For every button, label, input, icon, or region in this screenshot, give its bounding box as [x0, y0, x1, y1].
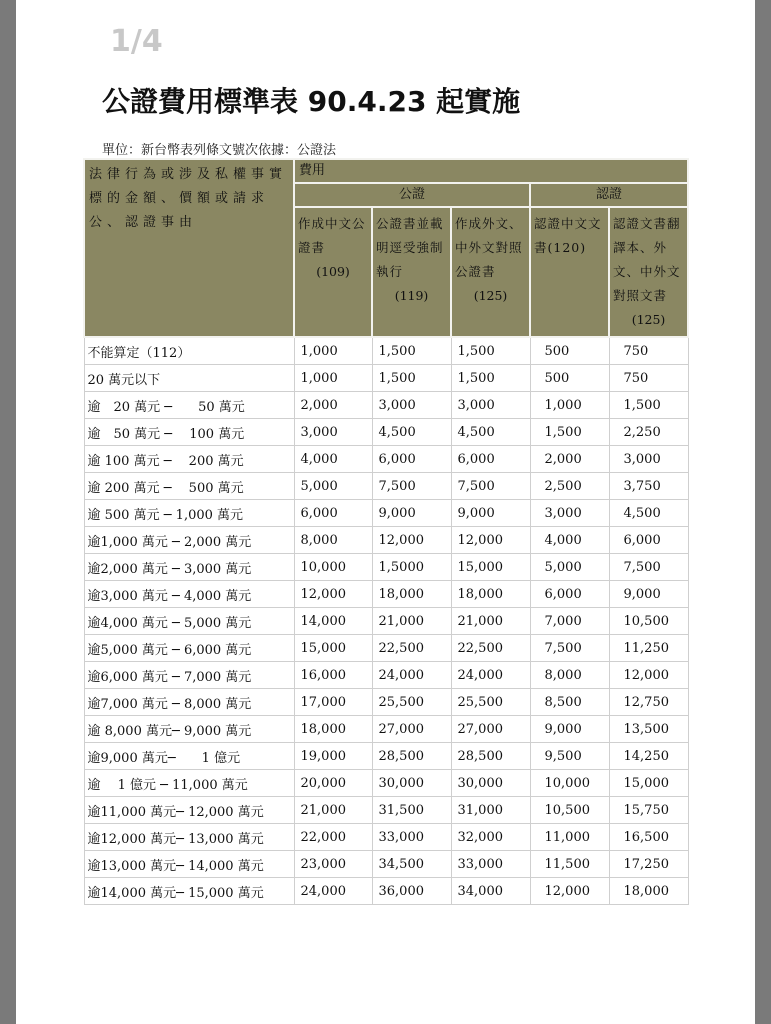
fee-cell: 30,000 [372, 770, 451, 797]
fee-cell: 25,500 [451, 689, 530, 716]
table-row [84, 419, 688, 446]
fee-cell: 10,000 [530, 770, 609, 797]
fee-cell: 8,000 [530, 662, 609, 689]
fee-cell: 4,500 [372, 419, 451, 446]
fee-cell: 4,500 [451, 419, 530, 446]
fee-cell: 1,000 [294, 337, 372, 365]
table-row [84, 608, 688, 635]
fee-cell: 6,000 [372, 446, 451, 473]
header-fee-column-text: 作成中文公證書 [298, 216, 366, 255]
row-item-label: 逾5,000 萬元 ─ 6,000 萬元 [84, 635, 294, 662]
table-row [84, 716, 688, 743]
fee-cell: 12,000 [294, 581, 372, 608]
fee-cell: 30,000 [451, 770, 530, 797]
fee-cell: 16,500 [609, 824, 688, 851]
row-item-label: 逾13,000 萬元─ 14,000 萬元 [84, 851, 294, 878]
fee-cell: 24,000 [451, 662, 530, 689]
fee-cell: 500 [530, 337, 609, 365]
fee-cell: 28,500 [372, 743, 451, 770]
fee-cell: 36,000 [372, 878, 451, 905]
fee-cell: 750 [609, 365, 688, 392]
fee-cell: 18,000 [294, 716, 372, 743]
fee-cell: 3,000 [609, 446, 688, 473]
header-subject: 法律行為或涉及私權事實標的金額、價額或請求公、認證事由 [84, 159, 294, 337]
fee-cell: 6,000 [609, 527, 688, 554]
fee-cell: 9,000 [451, 500, 530, 527]
fee-cell: 1,500 [530, 419, 609, 446]
fee-cell: 9,000 [372, 500, 451, 527]
fee-cell: 2,000 [294, 392, 372, 419]
header-fee-column-text: 作成外文、中外文對照公證書 [455, 216, 523, 279]
header-fee: 費用 [294, 159, 688, 183]
fee-cell: 34,000 [451, 878, 530, 905]
table-row [84, 527, 688, 554]
table-row [84, 581, 688, 608]
fee-cell: 7,500 [530, 635, 609, 662]
fee-cell: 7,000 [530, 608, 609, 635]
fee-cell: 21,000 [294, 797, 372, 824]
header-group-notary: 公證 [294, 183, 530, 207]
fee-cell: 11,500 [530, 851, 609, 878]
row-item-label: 逾12,000 萬元─ 13,000 萬元 [84, 824, 294, 851]
fee-cell: 1,500 [609, 392, 688, 419]
fee-cell: 12,000 [609, 662, 688, 689]
fee-cell: 16,000 [294, 662, 372, 689]
fee-table [83, 158, 689, 905]
fee-cell: 10,500 [609, 608, 688, 635]
table-row [84, 878, 688, 905]
fee-cell: 12,000 [530, 878, 609, 905]
page-title: 公證費用標準表 90.4.23 起實施 [102, 85, 521, 118]
fee-cell: 14,250 [609, 743, 688, 770]
fee-cell: 4,500 [609, 500, 688, 527]
fee-cell: 1,500 [451, 365, 530, 392]
fee-cell: 11,000 [530, 824, 609, 851]
fee-cell: 10,500 [530, 797, 609, 824]
header-fee-column-text: 公證書並載明逕受強制執行 [376, 216, 444, 279]
fee-cell: 31,500 [372, 797, 451, 824]
fee-cell: 5,000 [530, 554, 609, 581]
fee-cell: 7,500 [609, 554, 688, 581]
fee-cell: 12,000 [451, 527, 530, 554]
fee-cell: 24,000 [372, 662, 451, 689]
fee-cell: 33,000 [451, 851, 530, 878]
header-fee-column [372, 207, 451, 337]
header-fee-column-text: 認證中文文書(120) [534, 216, 602, 255]
fee-cell: 12,000 [372, 527, 451, 554]
row-item-label: 逾6,000 萬元 ─ 7,000 萬元 [84, 662, 294, 689]
fee-cell: 1,5000 [372, 554, 451, 581]
fee-cell: 8,500 [530, 689, 609, 716]
fee-cell: 15,000 [609, 770, 688, 797]
header-fee-column [609, 207, 688, 337]
table-row [84, 797, 688, 824]
row-item-label: 逾 50 萬元 ─ 100 萬元 [84, 419, 294, 446]
fee-cell: 4,000 [294, 446, 372, 473]
row-item-label: 逾 100 萬元 ─ 200 萬元 [84, 446, 294, 473]
unit-line: 單位：新台幣表列條文號次依據：公證法 [102, 143, 337, 158]
header-fee-column-text: 認證文書翻譯本、外文、中外文對照文書 [613, 216, 681, 303]
fee-cell: 6,000 [530, 581, 609, 608]
fee-cell: 18,000 [372, 581, 451, 608]
fee-cell: 2,000 [530, 446, 609, 473]
fee-cell: 27,000 [372, 716, 451, 743]
fee-cell: 5,000 [294, 473, 372, 500]
fee-cell: 28,500 [451, 743, 530, 770]
fee-cell: 1,500 [451, 337, 530, 365]
fee-cell: 15,000 [451, 554, 530, 581]
fee-cell: 8,000 [294, 527, 372, 554]
fee-cell: 21,000 [451, 608, 530, 635]
fee-cell: 2,250 [609, 419, 688, 446]
table-row [84, 473, 688, 500]
fee-cell: 10,000 [294, 554, 372, 581]
fee-cell: 4,000 [530, 527, 609, 554]
table-row [84, 635, 688, 662]
header-fee-column [451, 207, 530, 337]
fee-cell: 11,250 [609, 635, 688, 662]
row-item-label: 逾9,000 萬元─ 1 億元 [84, 743, 294, 770]
row-item-label: 逾 500 萬元 ─ 1,000 萬元 [84, 500, 294, 527]
fee-cell: 12,750 [609, 689, 688, 716]
fee-cell: 18,000 [609, 878, 688, 905]
fee-cell: 22,500 [451, 635, 530, 662]
table-row [84, 554, 688, 581]
fee-cell: 7,500 [372, 473, 451, 500]
table-row [84, 743, 688, 770]
fee-cell: 31,000 [451, 797, 530, 824]
fee-cell: 1,000 [294, 365, 372, 392]
fee-cell: 14,000 [294, 608, 372, 635]
fee-cell: 15,750 [609, 797, 688, 824]
fee-cell: 18,000 [451, 581, 530, 608]
table-row [84, 824, 688, 851]
fee-cell: 13,500 [609, 716, 688, 743]
fee-cell: 33,000 [372, 824, 451, 851]
row-item-label: 逾4,000 萬元 ─ 5,000 萬元 [84, 608, 294, 635]
fee-cell: 17,000 [294, 689, 372, 716]
row-item-label: 逾 200 萬元 ─ 500 萬元 [84, 473, 294, 500]
row-item-label: 逾 1 億元 ─ 11,000 萬元 [84, 770, 294, 797]
header-group-certification: 認證 [530, 183, 688, 207]
table-row [84, 446, 688, 473]
fee-cell: 9,000 [609, 581, 688, 608]
fee-cell: 3,750 [609, 473, 688, 500]
table-row [84, 770, 688, 797]
page-indicator: 1/4 [110, 24, 163, 59]
header-fee-column-code: (109) [316, 264, 350, 279]
fee-cell: 19,000 [294, 743, 372, 770]
header-fee-column-code: (125) [473, 288, 508, 303]
row-item-label: 逾3,000 萬元 ─ 4,000 萬元 [84, 581, 294, 608]
fee-cell: 24,000 [294, 878, 372, 905]
table-row [84, 851, 688, 878]
fee-cell: 17,250 [609, 851, 688, 878]
row-item-label: 逾11,000 萬元─ 12,000 萬元 [84, 797, 294, 824]
table-row [84, 500, 688, 527]
fee-cell: 1,500 [372, 365, 451, 392]
header-fee-column-code: (119) [394, 288, 429, 303]
fee-cell: 3,000 [451, 392, 530, 419]
fee-cell: 500 [530, 365, 609, 392]
fee-cell: 15,000 [294, 635, 372, 662]
row-item-label: 逾7,000 萬元 ─ 8,000 萬元 [84, 689, 294, 716]
fee-cell: 7,500 [451, 473, 530, 500]
table-row [84, 662, 688, 689]
fee-cell: 9,500 [530, 743, 609, 770]
fee-cell: 34,500 [372, 851, 451, 878]
table-row [84, 365, 688, 392]
fee-cell: 2,500 [530, 473, 609, 500]
fee-cell: 9,000 [530, 716, 609, 743]
row-item-label: 逾14,000 萬元─ 15,000 萬元 [84, 878, 294, 905]
header-fee-column [530, 207, 609, 337]
row-item-label: 逾2,000 萬元 ─ 3,000 萬元 [84, 554, 294, 581]
fee-cell: 20,000 [294, 770, 372, 797]
table-row [84, 337, 688, 365]
fee-cell: 27,000 [451, 716, 530, 743]
fee-cell: 23,000 [294, 851, 372, 878]
fee-cell: 6,000 [451, 446, 530, 473]
fee-cell: 21,000 [372, 608, 451, 635]
table-row [84, 689, 688, 716]
fee-cell: 32,000 [451, 824, 530, 851]
header-fee-column [294, 207, 372, 337]
row-item-label: 不能算定（112） [84, 337, 294, 365]
fee-cell: 750 [609, 337, 688, 365]
row-item-label: 逾 8,000 萬元─ 9,000 萬元 [84, 716, 294, 743]
fee-cell: 25,500 [372, 689, 451, 716]
fee-cell: 22,500 [372, 635, 451, 662]
row-item-label: 逾 20 萬元 ─ 50 萬元 [84, 392, 294, 419]
fee-cell: 6,000 [294, 500, 372, 527]
header-fee-column-code: (125) [631, 312, 666, 327]
fee-cell: 3,000 [530, 500, 609, 527]
fee-cell: 1,000 [530, 392, 609, 419]
fee-cell: 22,000 [294, 824, 372, 851]
fee-cell: 3,000 [294, 419, 372, 446]
fee-cell: 3,000 [372, 392, 451, 419]
fee-cell: 1,500 [372, 337, 451, 365]
row-item-label: 20 萬元以下 [84, 365, 294, 392]
table-row [84, 392, 688, 419]
row-item-label: 逾1,000 萬元 ─ 2,000 萬元 [84, 527, 294, 554]
